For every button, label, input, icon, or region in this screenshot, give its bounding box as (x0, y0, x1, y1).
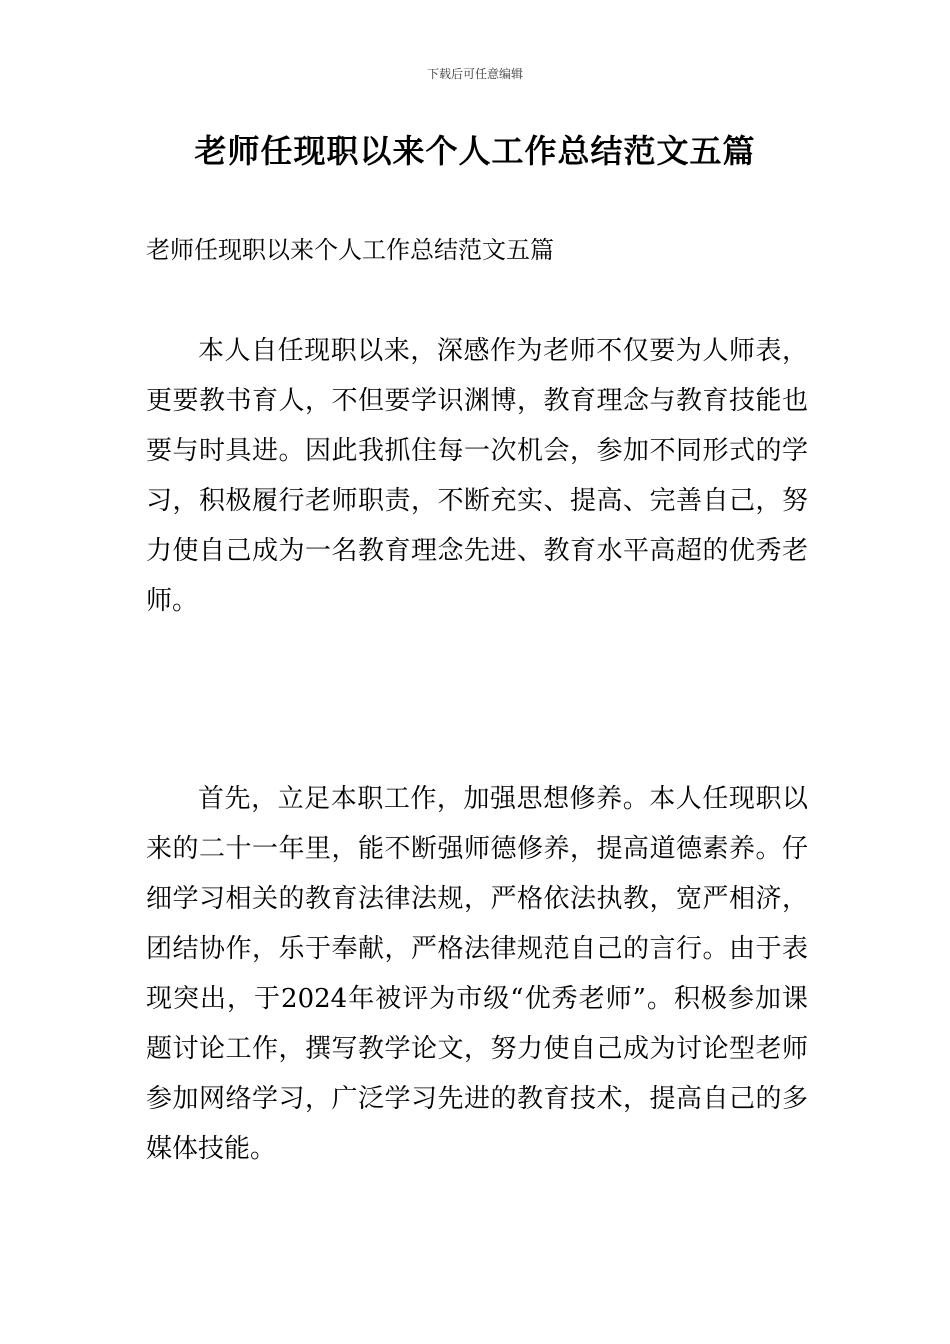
paragraph-1: 本人自任现职以来，深感作为老师不仅要为人师表，更要教书育人，不但要学识渊博，教育理念与教育技能也要与时具进。因此我抓住每一次机会，参加不同形式的学习，积极履行老师职责，不断充实、提高、完善自己，努力使自己成为一名教育理念先进、教育水平高超的优秀老师。 (146, 336, 808, 616)
paragraph-2: 首先，立足本职工作，加强思想修养。本人任现职以来的二十一年里，能不断强师德修养，提高道德素养。仔细学习相关的教育法律法规，严格依法执教，宽严相济，团结协作，乐于奉献，严格法律规范自己的言行。由于表现突出，于2024年被评为市级“优秀老师”。积极参加课题讨论工作，撰写教学论文，努力使自己成为讨论型老师参加网络学习，广泛学习先进的教育技术，提高自己的多媒体技能。 (146, 784, 808, 1164)
document-subtitle: 老师任现职以来个人工作总结范文五篇 (146, 236, 554, 264)
header-note: 下载后可任意编辑 (426, 67, 523, 81)
document-title: 老师任现职以来个人工作总结范文五篇 (194, 132, 756, 170)
